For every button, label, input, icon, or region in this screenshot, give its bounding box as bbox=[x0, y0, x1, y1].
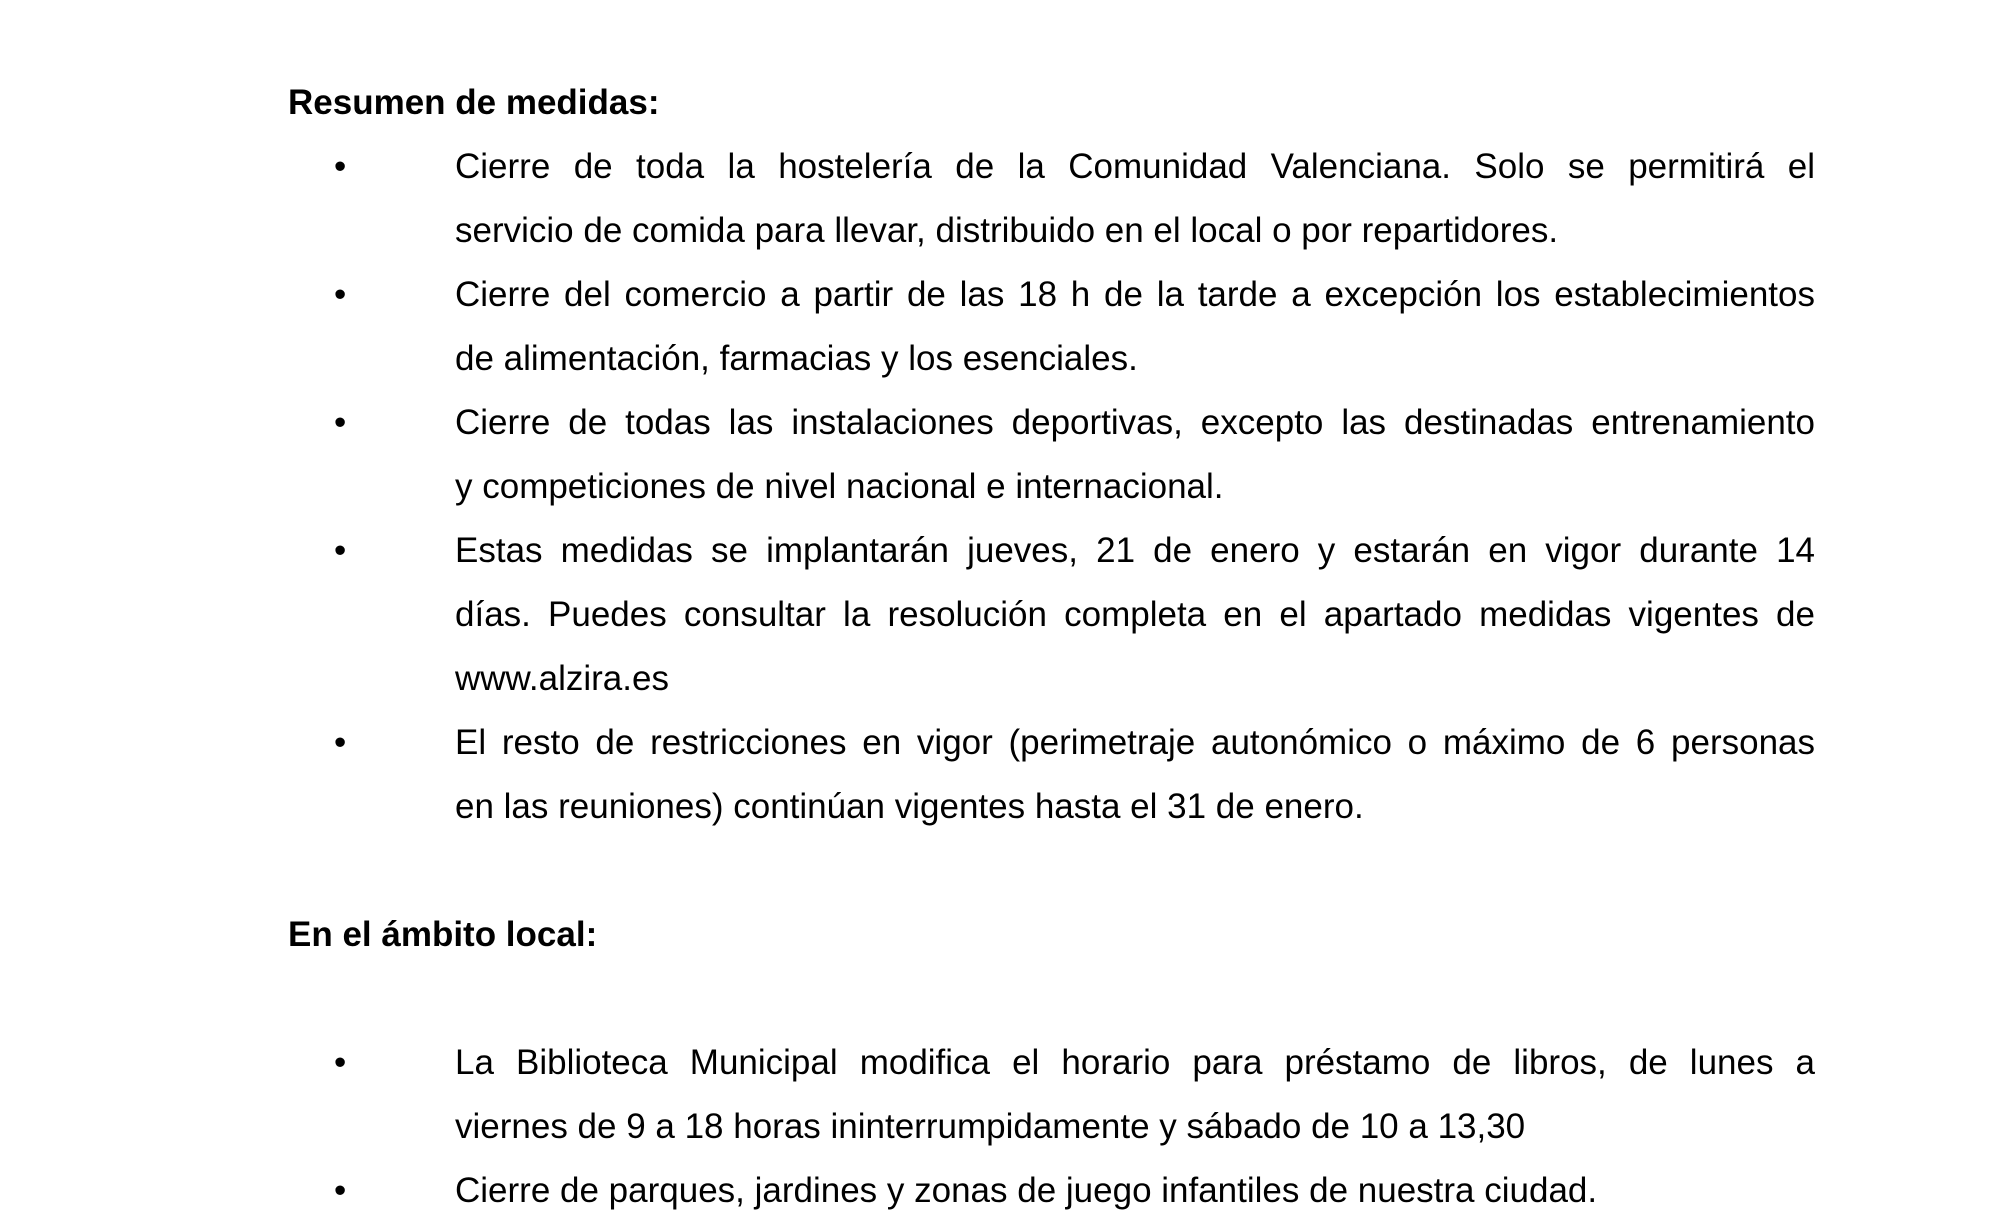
bullet-icon: • bbox=[334, 723, 347, 762]
bullet-icon: • bbox=[334, 531, 347, 570]
list-item-line: viernes de 9 a 18 horas ininterrumpidamente y sábado de 10 a 13,30 bbox=[455, 1107, 1526, 1146]
list-item-line: días. Puedes consultar la resolución completa en el apartado medidas vigentes de bbox=[455, 595, 1815, 634]
list-item-line: El resto de restricciones en vigor (perimetraje autonómico o máximo de 6 personas bbox=[455, 723, 1815, 762]
bullet-icon: • bbox=[334, 147, 347, 186]
bullet-icon: • bbox=[334, 1171, 347, 1210]
list-item-line: Cierre de todas las instalaciones deportivas, excepto las destinadas entrenamiento bbox=[455, 403, 1815, 442]
list-item-line: en las reuniones) continúan vigentes hasta el 31 de enero. bbox=[455, 787, 1364, 826]
list-item-line: y competiciones de nivel nacional e internacional. bbox=[455, 467, 1224, 506]
list-item-line: Cierre del comercio a partir de las 18 h de la tarde a excepción los establecimientos bbox=[455, 275, 1815, 314]
list-item-line: Cierre de toda la hostelería de la Comunidad Valenciana. Solo se permitirá el bbox=[455, 147, 1815, 186]
list-item-line: servicio de comida para llevar, distribuido en el local o por repartidores. bbox=[455, 211, 1559, 250]
section-heading-resumen: Resumen de medidas: bbox=[288, 83, 660, 122]
list-item-line: Cierre de parques, jardines y zonas de juego infantiles de nuestra ciudad. bbox=[455, 1171, 1598, 1210]
list-item-link: www.alzira.es bbox=[455, 659, 669, 698]
list-item-line: de alimentación, farmacias y los esenciales. bbox=[455, 339, 1138, 378]
list-item-line: Estas medidas se implantarán jueves, 21 de enero y estarán en vigor durante 14 bbox=[455, 531, 1815, 570]
bullet-icon: • bbox=[334, 1043, 347, 1082]
bullet-icon: • bbox=[334, 403, 347, 442]
list-item-line: La Biblioteca Municipal modifica el horario para préstamo de libros, de lunes a bbox=[455, 1043, 1815, 1082]
section-heading-local: En el ámbito local: bbox=[288, 915, 598, 954]
bullet-icon: • bbox=[334, 275, 347, 314]
